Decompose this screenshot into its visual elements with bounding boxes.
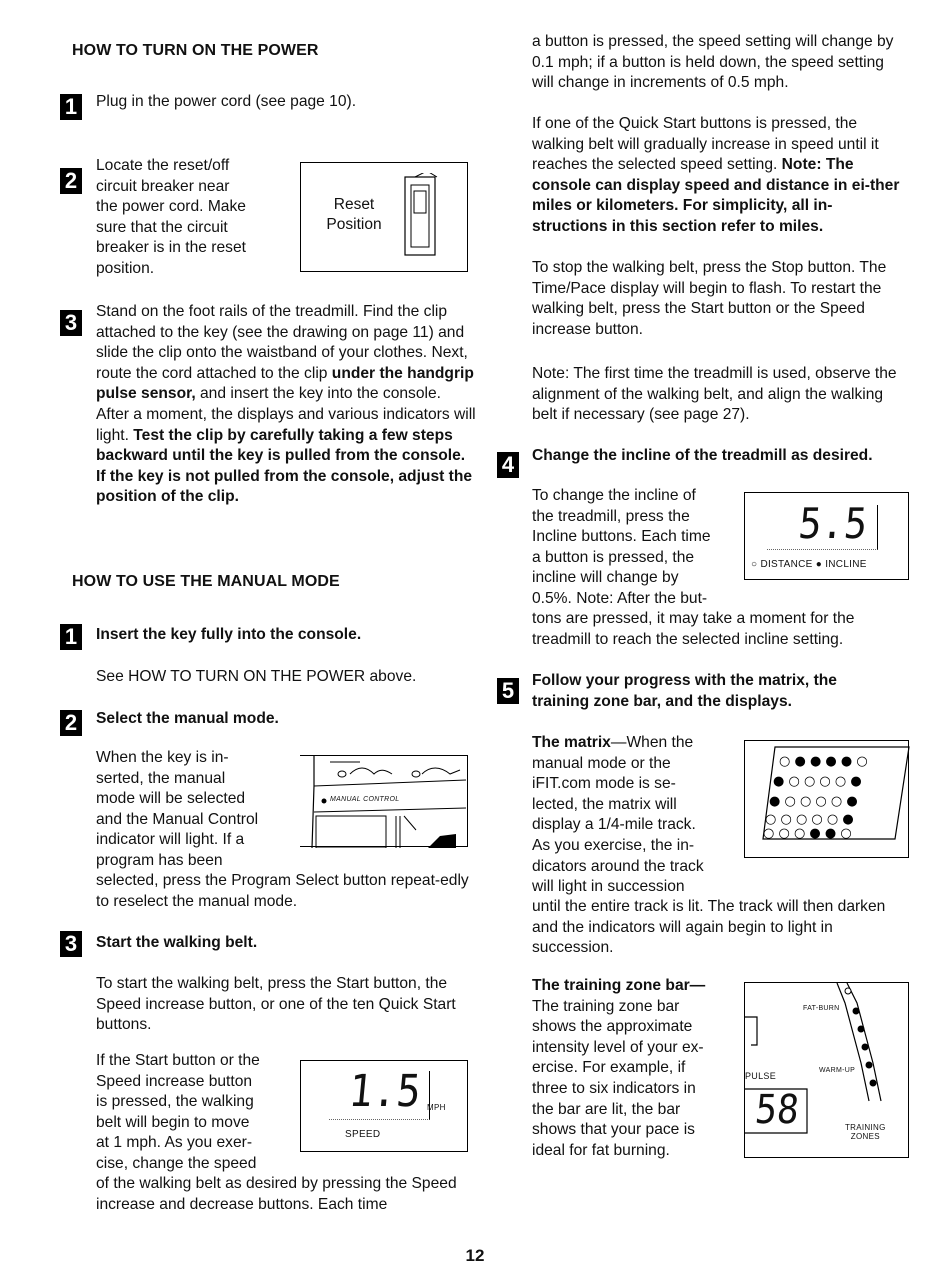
zone-lines: The training zone bar— The training zone bar shows the approximate intensity level of your ex- ercise. For example, if three to six indicators in the bar are lit, the bar shows that your pace is ideal for fat burning. bbox=[532, 977, 706, 1159]
step-number-3: 3 bbox=[60, 931, 82, 957]
page-number: 12 bbox=[465, 1246, 485, 1265]
step-number-2: 2 bbox=[60, 710, 82, 736]
manual-step2-text: When the key is in- serted, the manual mode will be selected and the Manual Control indicator will light. If a program has been bbox=[96, 749, 259, 869]
svg-text:○ ○ ○ ○ ○ ●: ○ ○ ○ ○ ○ ● bbox=[765, 812, 854, 827]
breaker-switch-icon bbox=[397, 173, 447, 261]
step-number-1: 1 bbox=[60, 624, 82, 650]
training-zones-label: TRAINING ZONES bbox=[845, 1123, 886, 1141]
manual-step3-lines: If the Start button or the Speed increase button is pressed, the walking belt will begin to move at 1 mph. As you exer- cise, change the speed bbox=[96, 1052, 260, 1172]
step-number-4: 4 bbox=[497, 452, 519, 478]
speed-display-figure bbox=[300, 1060, 468, 1152]
right-cont2: If one of the Quick Start buttons is pressed, the walking belt will gradually increase in speed until it reaches the selected speed setting. Note: The console can display speed and distance in ei-ther miles or kilometers. For simplicity, all in-structions in this section refer to miles. bbox=[532, 115, 900, 235]
power-step2-text: Locate the reset/off circuit breaker near the power cord. Make sure that the circuit breaker is in the reset position. bbox=[96, 157, 246, 277]
speed-value: 1.5 bbox=[346, 1066, 423, 1117]
pulse-label: PULSE bbox=[745, 1071, 777, 1081]
svg-text:● ○ ○ ○ ○ ●: ● ○ ○ ○ ○ ● bbox=[769, 794, 858, 809]
incline-indicator-icon: ● bbox=[815, 559, 823, 570]
heading-manual: HOW TO USE THE MANUAL MODE bbox=[72, 573, 340, 590]
matrix-track-icon bbox=[745, 741, 910, 859]
matrix-display-figure bbox=[744, 740, 909, 858]
step-number-2: 2 bbox=[60, 168, 82, 194]
matrix-lines: The matrix—When the manual mode or the iFIT.com mode is se- lected, the matrix will display a 1/4-mile track. As you exercise, the in- dicators around the track will light in succession bbox=[532, 734, 704, 896]
pulse-value: 58 bbox=[753, 1087, 801, 1133]
training-zone-figure bbox=[744, 982, 909, 1158]
right-cont3: To stop the walking belt, press the Stop button. The Time/Pace display will begin to flash. To restart the walking belt, press the Start button or the Speed increase button. bbox=[532, 259, 887, 338]
heading-power: HOW TO TURN ON THE POWER bbox=[72, 42, 319, 59]
matrix-rest: until the entire track is lit. The track will then darken and the indicators will again begin to light in succession. bbox=[532, 898, 886, 957]
speed-label: SPEED bbox=[345, 1129, 381, 1140]
step4-lines: To change the incline of the treadmill, press the Incline buttons. Each time a button is pressed, the incline will change by 0.5%. Note: After the but- bbox=[532, 487, 711, 607]
step5-title: Follow your progress with the matrix, the training zone bar, and the displays. bbox=[532, 672, 837, 710]
right-cont4: Note: The first time the treadmill is used, observe the alignment of the walking belt, and align the walking belt if necessary (see page 27). bbox=[532, 365, 897, 424]
step4-rest: tons are pressed, it may take a moment for the treadmill to reach the selected incline setting. bbox=[532, 610, 855, 648]
manual-step3-text: To start the walking belt, press the Start button, the Speed increase button, or one of the ten Quick Start buttons. bbox=[96, 975, 456, 1034]
manual-step3-rest: of the walking belt as desired by pressing the Speed increase and decrease buttons. Each time bbox=[96, 1175, 457, 1213]
step4-title: Change the incline of the treadmill as desired. bbox=[532, 447, 873, 464]
right-cont1: a button is pressed, the speed setting will change by 0.1 mph; if a button is held down, the speed setting will change in increments of 0.5 mph. bbox=[532, 33, 894, 92]
step-number-1: 1 bbox=[60, 94, 82, 120]
step-number-3: 3 bbox=[60, 310, 82, 336]
manual-control-label: MANUAL CONTROL bbox=[330, 796, 400, 803]
incline-labels: ○ DISTANCE ● INCLINE bbox=[751, 559, 867, 570]
svg-text:● ○ ○ ○ ○ ●: ● ○ ○ ○ ○ ● bbox=[773, 774, 862, 789]
manual-step1-text: See HOW TO TURN ON THE POWER above. bbox=[96, 668, 417, 685]
manual-step3-title: Start the walking belt. bbox=[96, 934, 258, 951]
step-number-5: 5 bbox=[497, 678, 519, 704]
manual-control-figure bbox=[300, 755, 468, 847]
speed-unit: MPH bbox=[427, 1103, 446, 1112]
svg-text:○ ○ ○ ● ● ○: ○ ○ ○ ● ● ○ bbox=[763, 826, 852, 841]
incline-value: 5.5 bbox=[796, 499, 870, 548]
incline-display-figure bbox=[744, 492, 909, 580]
distance-indicator-icon: ○ bbox=[751, 559, 758, 570]
reset-position-figure: Reset Position bbox=[300, 162, 468, 272]
manual-step2-title: Select the manual mode. bbox=[96, 710, 279, 727]
warm-up-label: WARM-UP bbox=[819, 1067, 856, 1074]
fat-burn-label: FAT-BURN bbox=[803, 1005, 840, 1012]
svg-text:○ ● ● ● ● ○: ○ ● ● ● ● ○ bbox=[779, 754, 868, 769]
power-step1-text: Plug in the power cord (see page 10). bbox=[96, 93, 357, 110]
manual-step1-title: Insert the key fully into the console. bbox=[96, 626, 362, 643]
power-step3-text: Stand on the foot rails of the treadmill. Find the clip attached to the key (see the drawing on page 11) and slide the clip onto the waistband of your clothes. Next, route the cord attached to the clip under the handgrip pulse sensor, and insert the key into the console. After a moment, the displays and various indicators will light. Test the clip by carefully taking a few steps backward until the key is pulled from the console. If the key is not pulled from the console, adjust the position of the clip. bbox=[96, 303, 476, 506]
manual-step2-rest: selected, press the Program Select button repeat-edly to reselect the manual mode. bbox=[96, 872, 469, 910]
